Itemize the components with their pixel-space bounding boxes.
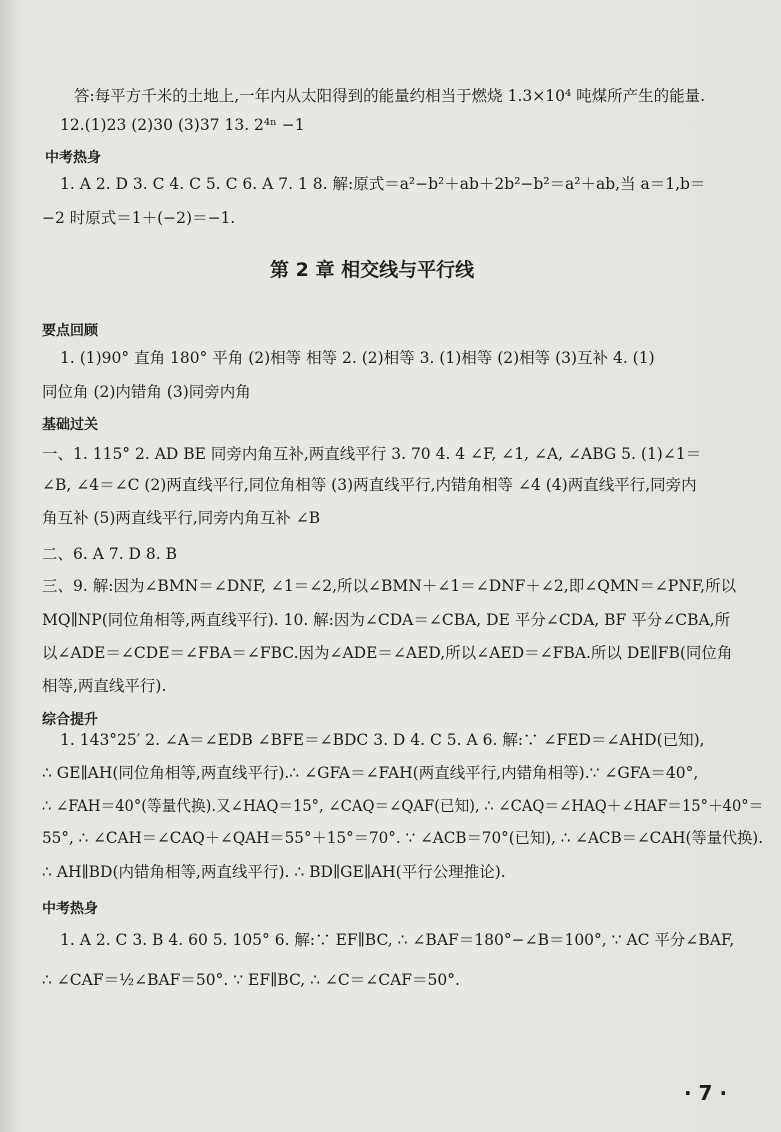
answer-line-7: 一、1. 115° 2. AD BE 同旁内角互补,两直线平行 3. 70 4. 4 ∠F, ∠1, ∠A, ∠ABG 5. (1)∠1＝ [42, 445, 702, 463]
answer-line-8: ∠B, ∠4＝∠C (2)两直线平行,同位角相等 (3)两直线平行,内错角相等 ∠4 (4)两直线平行,同旁内 [42, 476, 697, 494]
answer-line-5: 1. (1)90° 直角 180° 平角 (2)相等 相等 2. (2)相等 3. (1)相等 (2)相等 (3)互补 4. (1) [60, 349, 655, 367]
answer-line-12: MQ∥NP(同位角相等,两直线平行). 10. 解:因为∠CDA＝∠CBA, DE 平分∠CDA, BF 平分∠CBA,所 [42, 611, 731, 629]
answer-line-10: 二、6. A 7. D 8. B [42, 545, 178, 563]
answer-line-17: ∴ ∠FAH＝40°(等量代换).又∠HAQ＝15°, ∠CAQ＝∠QAF(已知), ∴ ∠CAQ＝∠HAQ＋∠HAF＝15°＋40°＝ [42, 797, 764, 815]
answer-line-3: 1. A 2. D 3. C 4. C 5. C 6. A 7. 1 8. 解:原式＝a²−b²＋ab＋2b²−b²＝a²＋ab,当 a＝1,b＝ [60, 175, 706, 193]
page-number: · 7 · [684, 1081, 728, 1105]
chapter-title: 第 2 章 相交线与平行线 [270, 259, 475, 281]
section-heading-exam-warmup-1: 中考热身 [45, 150, 101, 166]
section-heading-comprehensive: 综合提升 [42, 712, 98, 728]
answer-line-13: 以∠ADE＝∠CDE＝∠FBA＝∠FBC.因为∠ADE＝∠AED,所以∠AED＝∠FBA.所以 DE∥FB(同位角 [42, 644, 733, 662]
answer-line-1: 答:每平方千米的土地上,一年内从太阳得到的能量约相当于燃烧 1.3×10⁴ 吨煤所产生的能量. [74, 87, 706, 105]
section-heading-key-review: 要点回顾 [42, 323, 98, 339]
answer-line-18: 55°, ∴ ∠CAH＝∠CAQ＋∠QAH＝55°＋15°＝70°. ∵ ∠ACB＝70°(已知), ∴ ∠ACB＝∠CAH(等量代换). [42, 829, 764, 847]
answer-line-19: ∴ AH∥BD(内错角相等,两直线平行). ∴ BD∥GE∥AH(平行公理推论). [42, 863, 506, 881]
answer-line-11: 三、9. 解:因为∠BMN＝∠DNF, ∠1＝∠2,所以∠BMN＋∠1＝∠DNF＋∠2,即∠QMN＝∠PNF,所以 [42, 577, 737, 595]
answer-line-15: 1. 143°25′ 2. ∠A＝∠EDB ∠BFE＝∠BDC 3. D 4. C 5. A 6. 解:∵ ∠FED＝∠AHD(已知), [60, 731, 705, 749]
answer-line-14: 相等,两直线平行). [42, 677, 167, 695]
answer-line-16: ∴ GE∥AH(同位角相等,两直线平行).∴ ∠GFA＝∠FAH(两直线平行,内错角相等).∵ ∠GFA＝40°, [42, 764, 699, 782]
answer-line-2: 12.(1)23 (2)30 (3)37 13. 2⁴ⁿ −1 [60, 116, 305, 134]
answer-line-6: 同位角 (2)内错角 (3)同旁内角 [42, 383, 251, 401]
answer-line-9: 角互补 (5)两直线平行,同旁内角互补 ∠B [42, 509, 321, 527]
section-heading-basic-pass: 基础过关 [42, 417, 98, 433]
answer-line-21: ∴ ∠CAF＝½∠BAF＝50°. ∵ EF∥BC, ∴ ∠C＝∠CAF＝50°. [42, 971, 460, 989]
answer-line-20: 1. A 2. C 3. B 4. 60 5. 105° 6. 解:∵ EF∥BC, ∴ ∠BAF＝180°−∠B＝100°, ∵ AC 平分∠BAF, [60, 931, 735, 949]
section-heading-exam-warmup-2: 中考热身 [42, 901, 98, 917]
answer-line-4: −2 时原式＝1＋(−2)＝−1. [42, 209, 236, 227]
